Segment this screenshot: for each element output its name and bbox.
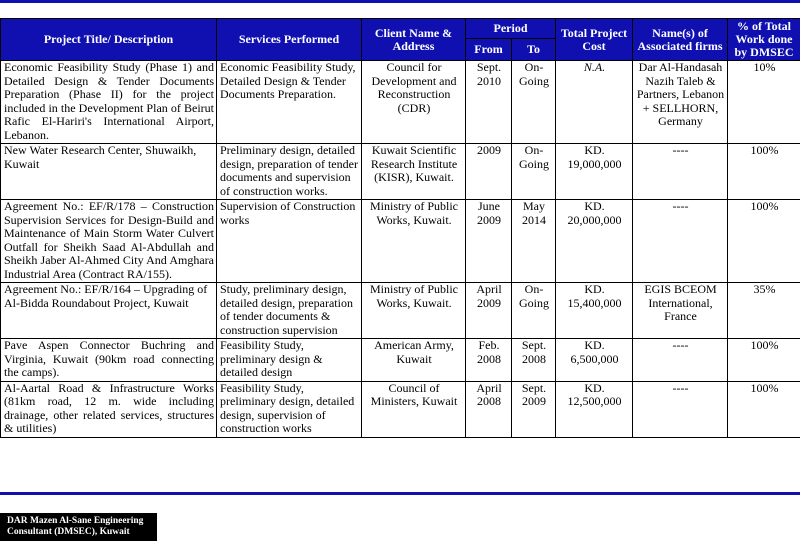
percent-cell: 35% [728, 283, 800, 339]
table-row [1, 381, 800, 437]
to-cell: On-Going [512, 283, 556, 339]
from-cell: April 2009 [466, 283, 512, 339]
percent-cell: 100% [728, 200, 800, 283]
services-cell: Supervision of Construction works [217, 200, 362, 283]
header-from: From [466, 39, 512, 61]
client-cell: Council for Development and Reconstruction (CDR) [362, 61, 466, 144]
client-cell: Kuwait Scientific Research Institute (KISR), Kuwait. [362, 144, 466, 200]
firms-cell: ---- [633, 339, 728, 382]
company-logo [0, 513, 157, 541]
project-title-cell: Agreement No.: EF/R/178 – Construction Supervision Services for Design-Build and Maintenance of Main Storm Water Culvert Outfall for Sheikh Saad Al-Abdullah and Sheikh Jaber Al-Ahmed City And Amghara Industrial Area (Contract RA/155). [1, 200, 217, 283]
firms-cell: EGIS BCEOM International, France [633, 283, 728, 339]
from-cell: 2009 [466, 144, 512, 200]
table-row [1, 200, 800, 283]
firms-cell: ---- [633, 381, 728, 437]
firms-cell: ---- [633, 200, 728, 283]
project-title-cell: Al-Aartal Road & Infrastructure Works (81km road, 12 m. wide including drainage, other related services, structures & utilities) [1, 381, 217, 437]
services-cell: Feasibility Study, preliminary design & detailed design [217, 339, 362, 382]
project-title-cell: Agreement No.: EF/R/164 – Upgrading of Al-Bidda Roundabout Project, Kuwait [1, 283, 217, 339]
services-cell: Study, preliminary design, detailed design, preparation of tender documents & construction supervision [217, 283, 362, 339]
from-cell: April 2008 [466, 381, 512, 437]
cost-cell: KD. 12,500,000 [556, 381, 633, 437]
to-cell: On-Going [512, 61, 556, 144]
projects-table [0, 18, 800, 438]
cost-cell: KD. 20,000,000 [556, 200, 633, 283]
services-cell: Preliminary design, detailed design, preparation of tender documents and supervision of construction works. [217, 144, 362, 200]
to-cell: May 2014 [512, 200, 556, 283]
bottom-rule [0, 492, 800, 495]
header-client: Client Name & Address [362, 19, 466, 61]
table-row [1, 61, 800, 144]
to-cell: Sept. 2009 [512, 381, 556, 437]
table-row [1, 283, 800, 339]
project-title-cell: New Water Research Center, Shuwaikh, Kuwait [1, 144, 217, 200]
from-cell: Sept. 2010 [466, 61, 512, 144]
header-to: To [512, 39, 556, 61]
percent-cell: 100% [728, 381, 800, 437]
cost-cell: N.A. [556, 61, 633, 144]
header-row [1, 19, 800, 39]
client-cell: American Army, Kuwait [362, 339, 466, 382]
services-cell: Economic Feasibility Study, Detailed Design & Tender Documents Preparation. [217, 61, 362, 144]
logo-line-1: DAR Mazen Al-Sane Engineering [7, 516, 144, 526]
header-title: Project Title/ Description [1, 19, 217, 61]
cost-cell: KD. 6,500,000 [556, 339, 633, 382]
header-period: Period [466, 19, 556, 39]
client-cell: Ministry of Public Works, Kuwait. [362, 283, 466, 339]
to-cell: On-Going [512, 144, 556, 200]
project-title-cell: Economic Feasibility Study (Phase 1) and Detailed Design & Tender Documents Preparation (Phase II) for the project included in the Development Plan of Beirut Rafic El-Hariri's International Airport, Lebanon. [1, 61, 217, 144]
client-cell: Council of Ministers, Kuwait [362, 381, 466, 437]
header-percent: % of Total Work done by DMSEC [728, 19, 800, 61]
client-cell: Ministry of Public Works, Kuwait. [362, 200, 466, 283]
firms-cell: ---- [633, 144, 728, 200]
percent-cell: 100% [728, 339, 800, 382]
logo-line-2: Consultant (DMSEC), Kuwait [7, 527, 130, 537]
table-row [1, 339, 800, 382]
services-cell: Feasibility Study, preliminary design, detailed design, supervision of construction works [217, 381, 362, 437]
top-rule [0, 0, 800, 3]
firms-cell: Dar Al-Handasah Nazih Taleb & Partners, Lebanon + SELLHORN, Germany [633, 61, 728, 144]
project-title-cell: Pave Aspen Connector Buchring and Virginia, Kuwait (90km road connecting the camps). [1, 339, 217, 382]
header-cost: Total Project Cost [556, 19, 633, 61]
cost-cell: KD. 15,400,000 [556, 283, 633, 339]
to-cell: Sept. 2008 [512, 339, 556, 382]
cost-cell: KD. 19,000,000 [556, 144, 633, 200]
header-firms: Name(s) of Associated firms [633, 19, 728, 61]
table-row [1, 144, 800, 200]
from-cell: Feb. 2008 [466, 339, 512, 382]
from-cell: June 2009 [466, 200, 512, 283]
percent-cell: 100% [728, 144, 800, 200]
percent-cell: 10% [728, 61, 800, 144]
header-services: Services Performed [217, 19, 362, 61]
